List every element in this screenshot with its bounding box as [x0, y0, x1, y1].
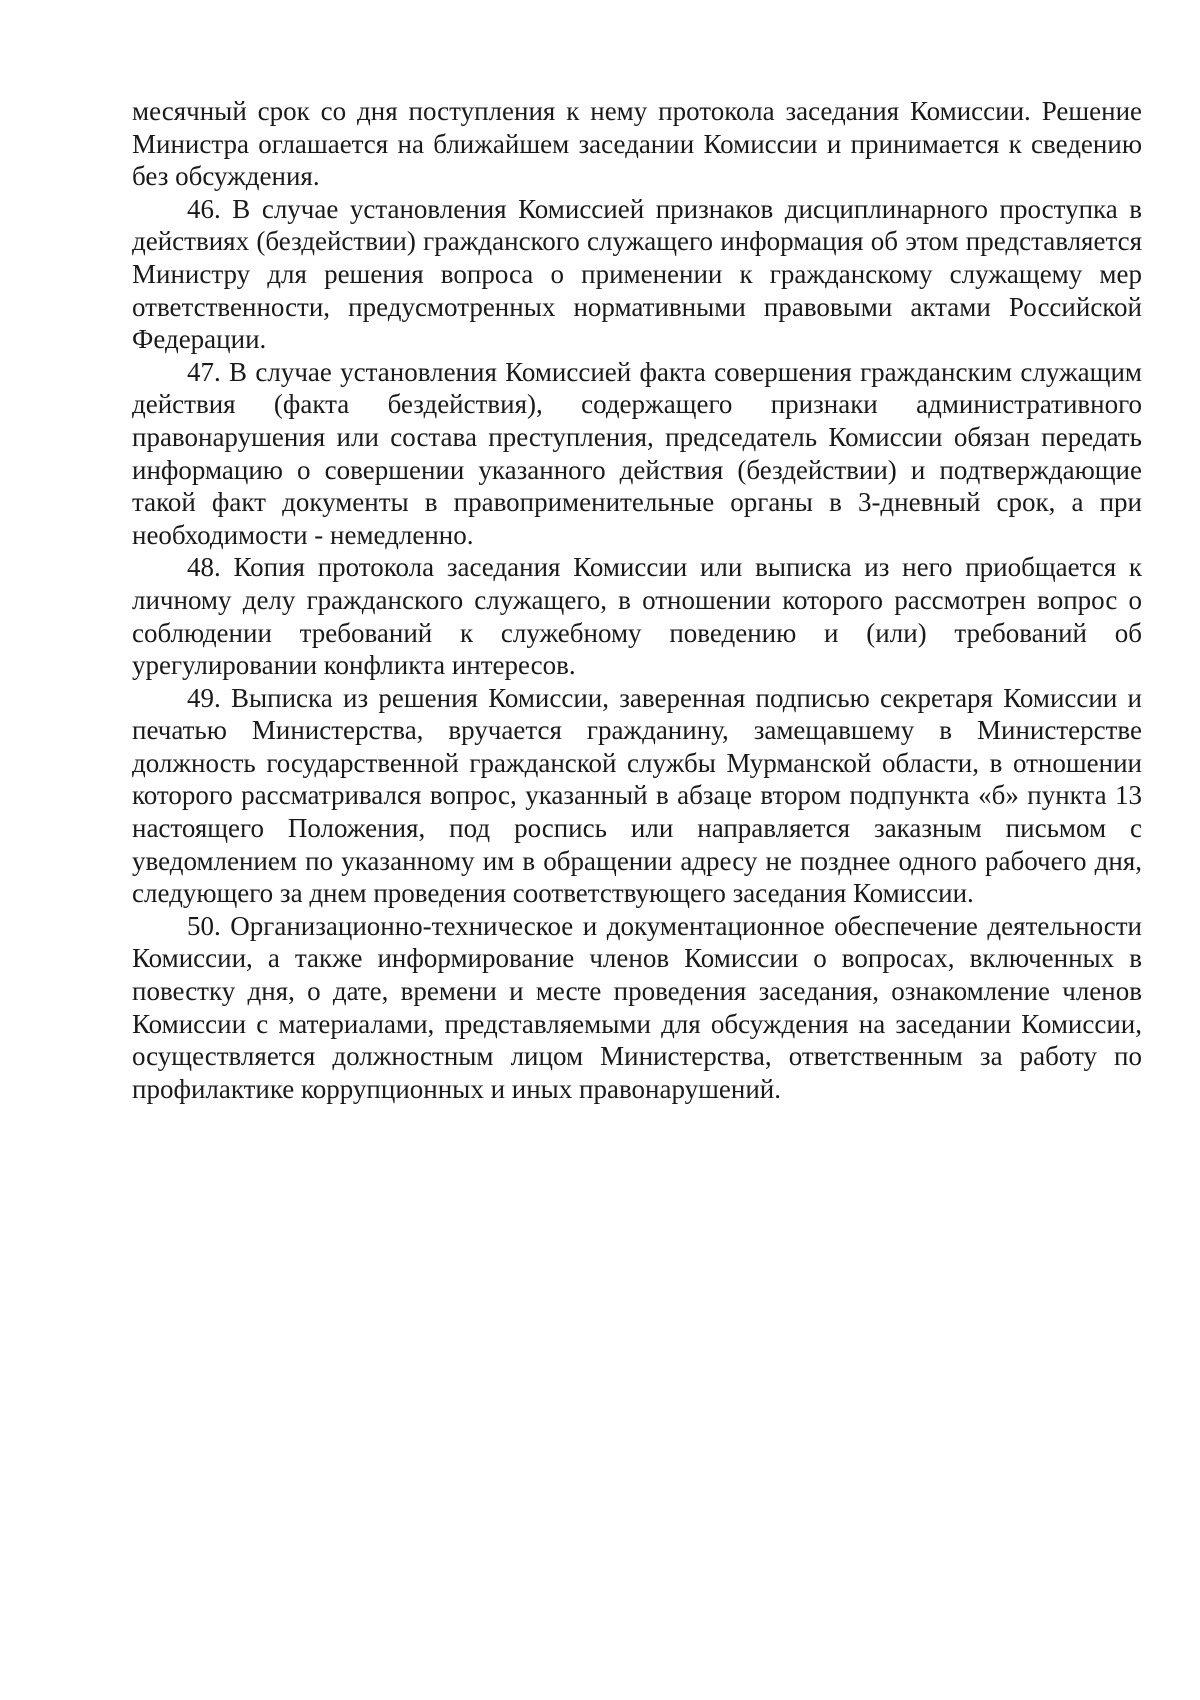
paragraph-continuation: месячный срок со дня поступления к нему протокола заседания Комиссии. Решение Министра оглашается на ближайшем заседании Комиссии и принимается к сведению без обсуждения.: [132, 96, 1142, 192]
paragraph-49: 49. Выписка из решения Комиссии, заверенная подписью секретаря Комиссии и печатью Министерства, вручается гражданину, замещавшему в Министерстве должность государственной гражданской службы Мурманской области, в отношении которого рассматривался вопрос, указанный в абзаце втором подпункта «б» пункта 13 настоящего Положения, под роспись или направляется заказным письмом с уведомлением по указанному им в обращении адресу не позднее одного рабочего дня, следующего за днем проведения соответствующего заседания Комиссии.: [132, 682, 1142, 909]
paragraph-48: 48. Копия протокола заседания Комиссии или выписка из него приобщается к личному делу гражданского служащего, в отношении которого рассмотрен вопрос о соблюдении требований к служебному поведению и (или) требований об урегулировании конфликта интересов.: [132, 552, 1142, 681]
paragraph-46: 46. В случае установления Комиссией признаков дисциплинарного проступка в действиях (бездействии) гражданского служащего информация об этом представляется Министру для решения вопроса о применении к гражданскому служащему мер ответственности, предусмотренных нормативными правовыми актами Российской Федерации.: [132, 193, 1142, 355]
paragraph-50: 50. Организационно-техническое и документационное обеспечение деятельности Комиссии, а также информирование членов Комиссии о вопросах, включенных в повестку дня, о дате, времени и месте проведения заседания, ознакомление членов Комиссии с материалами, представляемыми для обсуждения на заседании Комиссии, осуществляется должностным лицом Министерства, ответственным за работу по профилактике коррупционных и иных правонарушений.: [132, 910, 1142, 1104]
document-body: [132, 95, 1142, 1105]
paragraph-47: 47. В случае установления Комиссией факта совершения гражданским служащим действия (факта бездействия), содержащего признаки административного правонарушения или состава преступления, председатель Комиссии обязан передать информацию о совершении указанного действия (бездействии) и подтверждающие такой факт документы в правоприменительные органы в 3-дневный срок, а при необходимости - немедленно.: [132, 356, 1142, 550]
